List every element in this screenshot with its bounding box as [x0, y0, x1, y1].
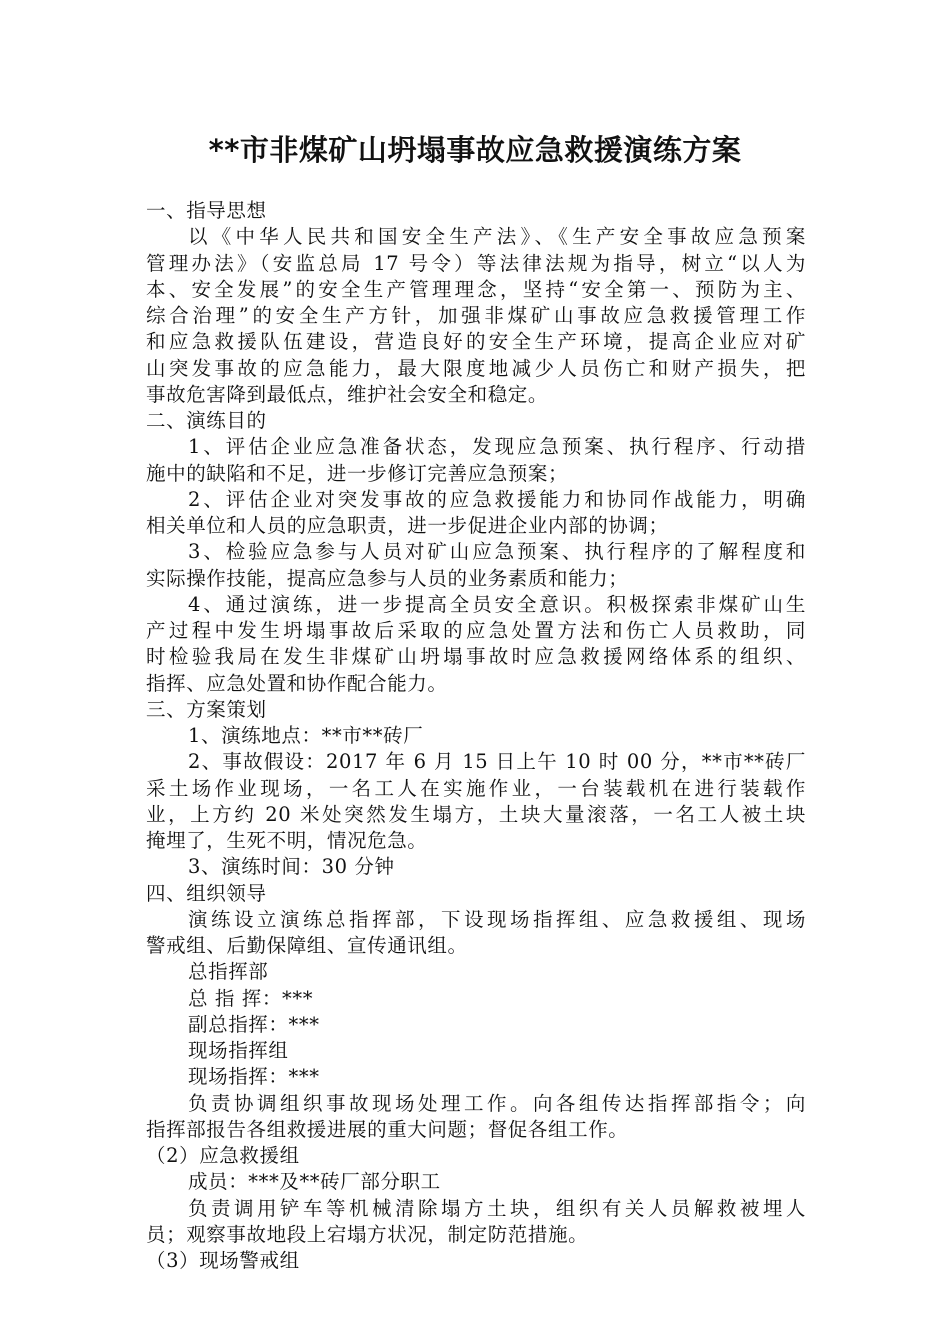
paragraph-line: 1、评估企业应急准备状态，发现应急预案、执行程序、行动措 — [188, 435, 806, 459]
paragraph-line: 3、检验应急参与人员对矿山应急预案、执行程序的了解程度和 — [188, 540, 806, 564]
paragraph-line: 2、评估企业对突发事故的应急救援能力和协同作战能力，明确 — [188, 487, 806, 511]
paragraph-line: 3、演练时间：30 分钟 — [188, 855, 395, 879]
paragraph-line: 成员：***及**砖厂部分职工 — [188, 1170, 441, 1194]
paragraph-line: 施中的缺陷和不足，进一步修订完善应急预案； — [146, 461, 569, 485]
document-title: **市非煤矿山坍塌事故应急救援演练方案 — [208, 133, 742, 167]
paragraph-line: 实际操作技能，提高应急参与人员的业务素质和能力； — [146, 566, 629, 590]
paragraph-line: 2、事故假设：2017 年 6 月 15 日上午 10 时 00 分，**市**砖厂 — [188, 750, 806, 774]
paragraph-line: 采土场作业现场，一名工人在实施作业，一台装载机在进行装载作 — [146, 776, 806, 800]
paragraph-line: 员；观察事故地段上宕塌方状况，制定防范措施。 — [146, 1222, 589, 1246]
paragraph-line: 事故危害降到最低点，维护社会安全和稳定。 — [146, 382, 549, 406]
section-heading: （2）应急救援组 — [146, 1144, 300, 1167]
paragraph-line: 相关单位和人员的应急职责，进一步促进企业内部的协调； — [146, 514, 669, 537]
paragraph-line: 掩埋了，生死不明，情况危急。 — [146, 829, 428, 852]
paragraph-line: 1、演练地点：**市**砖厂 — [188, 724, 424, 747]
paragraph-line: 业，上方约 20 米处突然发生塌方，土块大量滚落，一名工人被土块 — [146, 802, 806, 826]
paragraph-line: 山突发事故的应急能力，最大限度地减少人员伤亡和财产损失，把 — [146, 356, 806, 380]
paragraph-line: 产过程中发生坍塌事故后采取的应急处置方法和伤亡人员救助，同 — [146, 619, 806, 642]
paragraph-line: 负责协调组织事故现场处理工作。向各组传达指挥部指令；向 — [188, 1091, 806, 1115]
paragraph-line: 时检验我局在发生非煤矿山坍塌事故时应急救援网络体系的组织、 — [146, 645, 806, 669]
paragraph-line: 总 指 挥：*** — [188, 986, 314, 1010]
section-heading: 三、方案策划 — [146, 697, 267, 721]
paragraph-line: 副总指挥：*** — [188, 1012, 320, 1036]
paragraph-line: 现场指挥组 — [188, 1039, 289, 1062]
paragraph-line: 指挥、应急处置和协作配合能力。 — [146, 671, 448, 695]
paragraph-line: 警戒组、后勤保障组、宣传通讯组。 — [146, 934, 468, 957]
paragraph-line: 以《中华人民共和国安全生产法》、《生产安全事故应急预案 — [188, 225, 806, 249]
paragraph-line: 总指挥部 — [188, 960, 269, 984]
document-body — [146, 198, 806, 1274]
section-heading: （3）现场警戒组 — [146, 1249, 300, 1272]
section-heading: 一、指导思想 — [146, 199, 267, 222]
paragraph-line: 现场指挥：*** — [188, 1065, 320, 1089]
paragraph-line: 4、通过演练，进一步提高全员安全意识。积极探索非煤矿山生 — [188, 592, 806, 616]
paragraph-line: 综合治理”的安全生产方针，加强非煤矿山事故应急救援管理工作 — [146, 304, 806, 327]
paragraph-line: 指挥部报告各组救援进展的重大问题；督促各组工作。 — [146, 1117, 629, 1141]
paragraph-line: 演练设立演练总指挥部，下设现场指挥组、应急救援组、现场 — [188, 907, 806, 931]
paragraph-line: 负责调用铲车等机械清除塌方土块，组织有关人员解救被埋人 — [188, 1196, 806, 1220]
section-heading: 二、演练目的 — [146, 409, 267, 432]
paragraph-line: 和应急救援队伍建设，营造良好的安全生产环境，提高企业应对矿 — [146, 330, 806, 354]
paragraph-line: 本、安全发展”的安全生产管理理念，坚持“安全第一、预防为主、 — [146, 277, 806, 301]
paragraph-line: 管理办法》（安监总局 17 号令）等法律法规为指导，树立“以人为 — [146, 251, 806, 275]
section-heading: 四、组织领导 — [146, 881, 267, 905]
